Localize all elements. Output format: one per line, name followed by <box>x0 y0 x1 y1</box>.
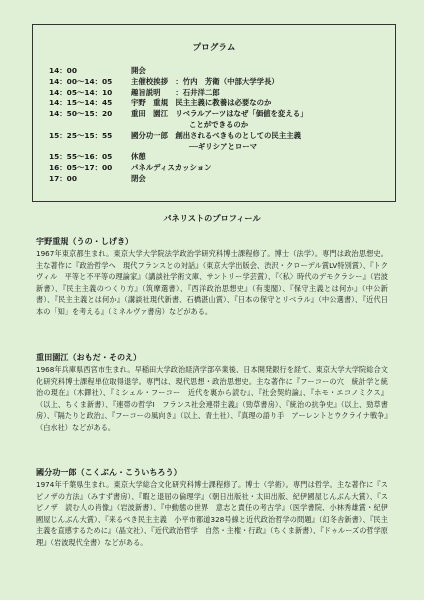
schedule-item: 開会 <box>131 66 146 75</box>
schedule-item-continuation: ことができるのか <box>189 119 249 129</box>
schedule-list <box>49 66 389 185</box>
schedule-time: 14：15〜14：45 <box>49 98 113 108</box>
panelist-name: 重田園江（おもだ・そのえ） <box>36 352 142 362</box>
schedule-row <box>49 66 389 77</box>
panelist-bio: 1974年千葉県生まれ。東京大学総合文化研究科博士課程修了。博士（学術）。専門は哲学。主な著作に『スピノザの方法』（みすず書房）、『暇と退屈の倫理学』（朝日出版社・太田出版、紀伊國屋じんぶん大賞）、『スピノザ 読む人の肖像』（岩波新書）、『中動態の世界 意志と責任の考古学』（医学書院、小林秀雄賞・紀伊國屋じんぶん大賞）、『来るべき民主主義 小平市都道328号線と近代政治哲学の問題』（幻冬舎新書）、『民主主義を直感するために』（晶文社）、『近代政治哲学 自然・主権・行政』（ちくま新書）、『ドゥルーズの哲学原理』（岩波現代全書）などがある。 <box>36 480 388 547</box>
panelist-name: 宇野重規（うの・しげき） <box>36 236 134 246</box>
schedule-row <box>49 131 389 142</box>
schedule-item: 宇野 重規 民主主義に教養は必要なのか <box>131 98 272 108</box>
program-box <box>32 24 396 202</box>
schedule-item: パネルディスカッション <box>131 163 212 173</box>
schedule-time: 14：50〜15：20 <box>49 109 113 119</box>
schedule-row <box>49 152 389 163</box>
panelist-bio: 1967年東京都生まれ。東京大学大学院法学政治学研究科博士課程修了。博士（法学）。専門は政治思想史。主な著作に『政治哲学へ 現代フランスとの対話』（東京大学出版会、渋沢・クローデル賞LV特別賞）、『トクヴィル 平等と不平等の理論家』（講談社学術文庫、サントリー学芸賞）、『〈私〉時代のデモクラシー』（岩波新書）、『民主主義のつくり方』（筑摩選書）、『西洋政治思想史』（有斐閣）、『保守主義とは何か』（中公新書）、『民主主義とは何か』（講談社現代新書、石橋湛山賞）、『日本の保守とリベラル』（中公選書）、『近代日本の「知」を考える』（ミネルヴァ書房）などがある。 <box>36 249 388 316</box>
program-title: プログラム <box>192 43 236 53</box>
schedule-row <box>49 163 389 174</box>
panelist-bio: 1968年兵庫県西宮市生まれ。早稲田大学政治経済学部卒業後、日本開発銀行を経て、東京大学大学院総合文化研究科博士課程単位取得退学。専門は、現代思想・政治思想史。主な著作に『フーコーの穴 統計学と統治の現在』（木鐸社）、『ミシェル・フーコー 近代を裏から読む』、『社会契約論』、『ホモ・エコノミクス』（以上、ちくま新書）、『連帯の哲学Ⅰ フランス社会連帯主義』（勁草書房）、『統治の抗争史』（以上、勁草書房）、『隔たりと政治』、『フーコーの風向き』（以上、青土社）、『真理の語り手 アーレントとウクライナ戦争』（白水社）などがある。 <box>36 365 388 432</box>
schedule-row <box>49 88 389 99</box>
schedule-item: 趣旨説明 ：石井洋二郎 <box>131 87 220 97</box>
panelist-profile-kokubun <box>36 466 388 549</box>
schedule-time: 15：25〜15：55 <box>49 130 113 140</box>
schedule-item: 國分功一郎 創出されるべきものとしての民主主義 <box>131 130 301 140</box>
schedule-row <box>49 98 389 109</box>
panelist-profile-uno <box>36 235 388 318</box>
panelists-section-title: パネリストのプロフィール <box>163 213 261 223</box>
schedule-item: 重田 園江 リベラルアーツはなぜ「価値を変える」 <box>131 109 308 119</box>
schedule-item-continuation: ──ギリシアとローマ <box>189 141 258 151</box>
schedule-time: 16：05〜17：00 <box>49 163 113 173</box>
schedule-time: 14：00〜14：05 <box>49 76 113 86</box>
schedule-row <box>49 109 389 120</box>
panelist-profile-omoda <box>36 351 388 434</box>
schedule-item: 休憩 <box>131 152 146 162</box>
schedule-row <box>49 77 389 88</box>
schedule-row-continuation <box>49 142 389 153</box>
schedule-time: 14：00 <box>49 66 77 75</box>
schedule-row <box>49 174 389 185</box>
schedule-time: 15：55〜16：05 <box>49 152 113 162</box>
schedule-item: 閉会 <box>131 173 146 183</box>
panelist-name: 國分功一郎（こくぶん・こういちろう） <box>36 467 182 477</box>
schedule-time: 17：00 <box>49 173 77 183</box>
schedule-time: 14：05〜14：10 <box>49 87 113 97</box>
schedule-row-continuation <box>49 120 389 131</box>
schedule-item: 主催校挨拶 ：竹内 芳衛（中部大学学長） <box>131 76 279 86</box>
